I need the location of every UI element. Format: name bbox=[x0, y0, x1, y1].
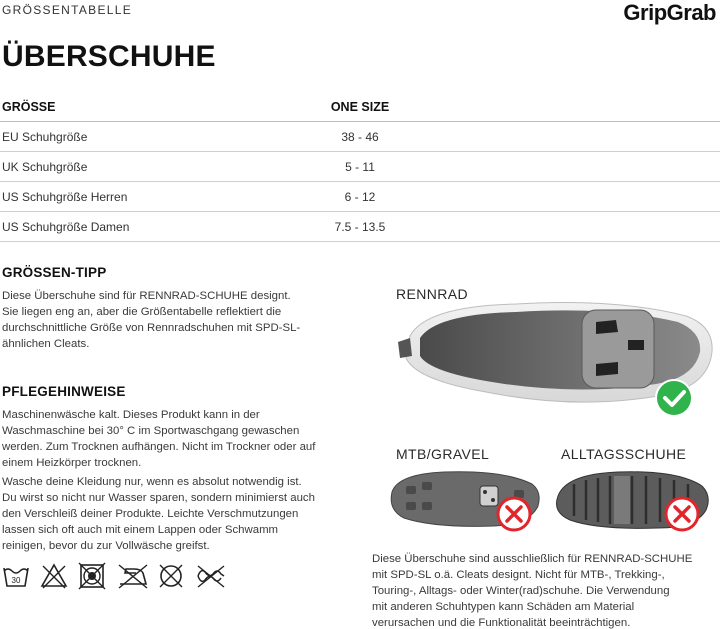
row-label: EU Schuhgröße bbox=[2, 130, 88, 144]
compatibility-disclaimer bbox=[372, 551, 717, 629]
page-title: ÜBERSCHUHE bbox=[2, 40, 216, 73]
cross-icon bbox=[498, 498, 530, 530]
brand-logo: GripGrab bbox=[623, 0, 716, 25]
size-tip-text bbox=[2, 288, 362, 352]
text-line: Waschmaschine bei 30° C im Sportwaschgang gewaschen bbox=[2, 425, 300, 437]
table-row bbox=[0, 122, 720, 152]
text-line: Du wirst so nicht nur Wasser sparen, sondern minimierst auch bbox=[2, 492, 315, 504]
text-line: Diese Überschuhe sind ausschließlich für RENNRAD-SCHUHE bbox=[372, 553, 693, 565]
care-heading: PFLEGEHINWEISE bbox=[2, 384, 126, 399]
text-line: Diese Überschuhe sind für RENNRAD-SCHUHE designt. bbox=[2, 290, 291, 302]
table-header-row bbox=[0, 94, 720, 122]
size-tip-heading: GRÖSSEN-TIPP bbox=[2, 265, 107, 280]
text-line: mit SPD-SL o.ä. Cleats designt. Nicht für MTB-, Trekking-, bbox=[372, 569, 665, 581]
text-line: Maschinenwäsche kalt. Dieses Produkt kann in der bbox=[2, 409, 260, 421]
table-row bbox=[0, 152, 720, 182]
row-value: 38 - 46 bbox=[341, 130, 379, 144]
care-text-2 bbox=[2, 474, 362, 554]
text-line: reinigen, bevor du zur Vollwäsche greifst. bbox=[2, 540, 210, 552]
no-wring-icon bbox=[195, 562, 227, 592]
no-tumble-dry-icon bbox=[78, 562, 106, 592]
table-row bbox=[0, 182, 720, 212]
row-value: 6 - 12 bbox=[344, 190, 376, 204]
no-iron-icon bbox=[117, 562, 149, 592]
care-text-1 bbox=[2, 407, 362, 471]
wash-30-icon bbox=[3, 562, 29, 592]
column-header-size: GRÖSSE bbox=[2, 100, 56, 114]
road-shoe-label: RENNRAD bbox=[396, 286, 469, 302]
casual-shoe-label: ALLTAGSSCHUHE bbox=[561, 446, 687, 462]
size-table bbox=[0, 94, 720, 242]
row-label: US Schuhgröße Herren bbox=[2, 190, 128, 204]
row-value: 5 - 11 bbox=[345, 160, 375, 174]
section-label: GRÖSSENTABELLE bbox=[2, 3, 133, 17]
text-line: werden. Zum Trocknen aufhängen. Nicht im Trockner oder auf bbox=[2, 441, 316, 453]
text-line: den Verschleiß deiner Produkte. Leichte Verschmutzungen bbox=[2, 508, 299, 520]
mtb-shoe-label: MTB/GRAVEL bbox=[396, 446, 490, 462]
mtb-shoe-sole-image bbox=[384, 462, 544, 539]
text-line: einem Heizkörper trocknen. bbox=[2, 457, 142, 469]
no-bleach-icon bbox=[40, 562, 68, 592]
row-label: US Schuhgröße Damen bbox=[2, 220, 130, 234]
table-row bbox=[0, 212, 720, 242]
text-line: verursachen und die Funktionalität beeinträchtigen. bbox=[372, 617, 631, 629]
road-shoe-sole-image bbox=[396, 296, 720, 427]
text-line: Sie liegen eng an, aber die Größentabelle reflektiert die bbox=[2, 306, 282, 318]
row-label: UK Schuhgröße bbox=[2, 160, 88, 174]
no-dry-clean-icon bbox=[157, 562, 185, 592]
check-icon bbox=[656, 380, 692, 416]
wash-temp-label: 30 bbox=[11, 576, 21, 585]
text-line: ähnlichen Cleats. bbox=[2, 338, 90, 350]
column-header-one-size: ONE SIZE bbox=[330, 100, 390, 114]
cross-icon bbox=[666, 498, 698, 530]
row-value: 7.5 - 13.5 bbox=[334, 220, 386, 234]
text-line: lassen sich oft auch mit einem Lappen oder Schwamm bbox=[2, 524, 279, 536]
text-line: mit anderen Schuhtypen kann Schäden am Material bbox=[372, 601, 635, 613]
text-line: Wasche deine Kleidung nur, wenn es absolut notwendig ist. bbox=[2, 476, 302, 488]
text-line: Touring-, Alltags- oder Winter(rad)schuhe. Die Verwendung bbox=[372, 585, 670, 597]
casual-shoe-sole-image bbox=[548, 462, 713, 541]
text-line: durchschnittliche Größe von Rennradschuhen mit SPD-SL- bbox=[2, 322, 301, 334]
